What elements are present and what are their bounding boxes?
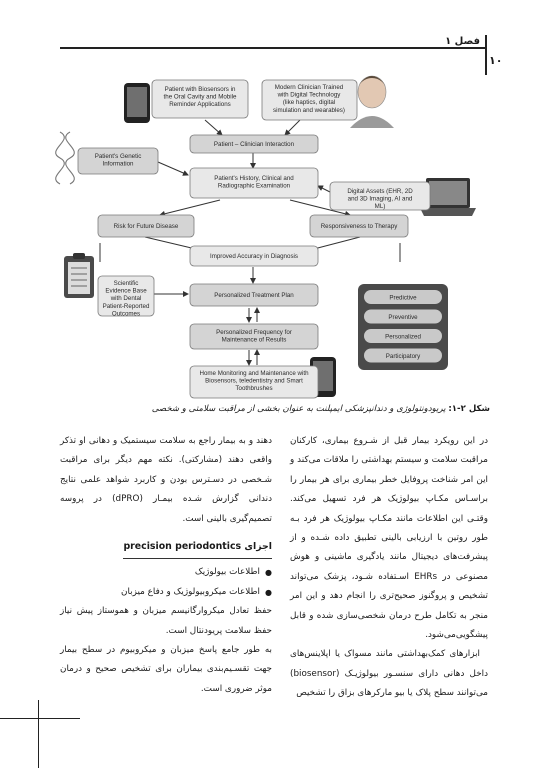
legend-label: Personalized — [385, 333, 421, 341]
body-column-right — [290, 432, 488, 704]
bullet-item: ● اطلاعات میکروبیولوژیک و دفاع میزبان — [60, 583, 272, 602]
box-label: Modern Clinician Trained with Digital Technology (like haptics, digital simulation and wearables) — [273, 84, 345, 114]
crop-mark — [38, 700, 39, 768]
figure-caption-text: پریودونتولوژی و دندانپزشکی ایمپلنت به عنوان بخشی از مراقبت سلامتی و شخصی — [151, 404, 446, 414]
legend-label: Preventive — [388, 314, 418, 321]
box-label: Scientific Evidence Base with Dental Patient-Reported Outcomes — [102, 280, 150, 318]
box-label: Personalized Frequency for Maintenance of Results — [216, 329, 292, 344]
clipboard-icon — [64, 253, 94, 298]
legend-item-preventive — [364, 310, 442, 324]
figure-caption — [60, 404, 490, 414]
box-label: Responsiveness to Therapy — [320, 223, 398, 230]
section-heading: اجزای precision periodontics — [123, 537, 272, 559]
legend-label: Participatory — [385, 353, 421, 360]
box-genetic-info — [78, 148, 158, 174]
paragraph: ابزارهای کمک‌بهداشتی مانند مسواک یا اپلاینس‌های داخل دهانی دارای سنسـور بیولوژیـک (biosensor) می‌توانند سطح پلاک یا بیو مارکرهای بزاق را تشخیص — [290, 649, 488, 699]
paragraph: به طور جامع پاسخ میزبان و میکروبیوم در سطح بیمار جهت تقسـیم‌بندی بیماران برای تشخیص صحیح و درمان موثر ضروری است. — [60, 645, 272, 694]
smartphone-icon — [124, 83, 150, 123]
crop-mark — [0, 718, 80, 719]
figure-number: شکل ۲-۱: — [448, 404, 490, 414]
legend-item-predictive — [364, 290, 442, 304]
bullet-item: ● اطلاعات بیولوژیک — [60, 563, 272, 582]
box-treatment-plan — [190, 284, 318, 306]
box-label: Personalized Treatment Plan — [214, 292, 294, 299]
legend-label: Predictive — [389, 294, 417, 302]
box-frequency — [190, 324, 318, 349]
box-label: Digital Assets (EHR, 2D and 3D Imaging, AI and ML) — [347, 188, 413, 211]
box-evidence — [98, 276, 154, 317]
box-label: Home Monitoring and Maintenance with Biosensors, teledentistry and Smart Toothbrushes — [199, 370, 309, 393]
box-label: Patient's History, Clinical and Radiographic Examination — [214, 175, 294, 190]
box-interaction — [190, 135, 318, 153]
page-number: ۱۰ — [489, 54, 503, 67]
paragraph: دهند و به بیمار راجع به سلامت سیستمیک و دهانی او تذکر واقعی دهند (مشارکتی). نکته مهم دیگر برای مراقبت شـخصی در دسـترس بودن و کاربرد شواهد علمی نتایج دندانی گزارش شـده بیمـار (dPRO) در پروسه تصمیم‌گیری بالینی است. — [60, 436, 272, 524]
four-p-panel — [358, 284, 448, 370]
legend-item-personalized — [364, 329, 442, 343]
box-label: Patient with Biosensors in the Oral Cavity and Mobile Reminder Applications — [163, 86, 237, 109]
paragraph: در این رویکرد بیمار قبل از شـروع بیماری، کارکنان مراقبت سلامت و سیستم بهداشتی را ملاقات می‌کند و این امر شناخت پروفایل خطر بیماری برای هر بیمار را براسـاس مکـاپ بیولوژیک هر فرد تسهیل می‌کند. وقتـی این اطلاعات مانند مکـاپ بیولوژیک هر فرد بـه طور روتین با ارزیابی بالینی تطبیق داده شـده و از پیشرفت‌های دیجیتال مانند یادگیری ماشینی و هوش مصنوعی در EHRs اسـتفاده شـود، پزشک می‌تواند تشخیص و پروگنوز صحیح‌تری را انجام دهد و این امر منجر به تکامل طرح درمان شخصی‌سازی شده و قابل پیشگویی‌می‌شود. — [290, 436, 488, 641]
box-history-exam — [190, 168, 318, 198]
box-risk — [98, 215, 194, 237]
body-column-left — [60, 432, 272, 699]
box-home-monitoring — [190, 366, 318, 398]
dna-icon — [56, 132, 75, 184]
box-label: Risk for Future Disease — [113, 223, 179, 230]
chapter-label: فصل ۱ — [445, 36, 480, 47]
box-digital-assets — [330, 182, 430, 210]
box-patient-biosensors — [152, 80, 248, 118]
legend-item-participatory — [364, 349, 442, 363]
box-label: Patient – Clinician Interaction — [213, 141, 295, 148]
box-modern-clinician — [262, 80, 357, 120]
paragraph: حفظ تعادل میکروارگانیسم میزبان و هموستاز پیش نیاز حفظ سلامت پریودنتال است. — [60, 606, 272, 636]
box-responsiveness — [310, 215, 408, 237]
box-label: Improved Accuracy in Diagnosis — [209, 253, 299, 260]
box-label: Patient's Genetic Information — [94, 153, 142, 168]
box-accuracy — [190, 246, 318, 266]
